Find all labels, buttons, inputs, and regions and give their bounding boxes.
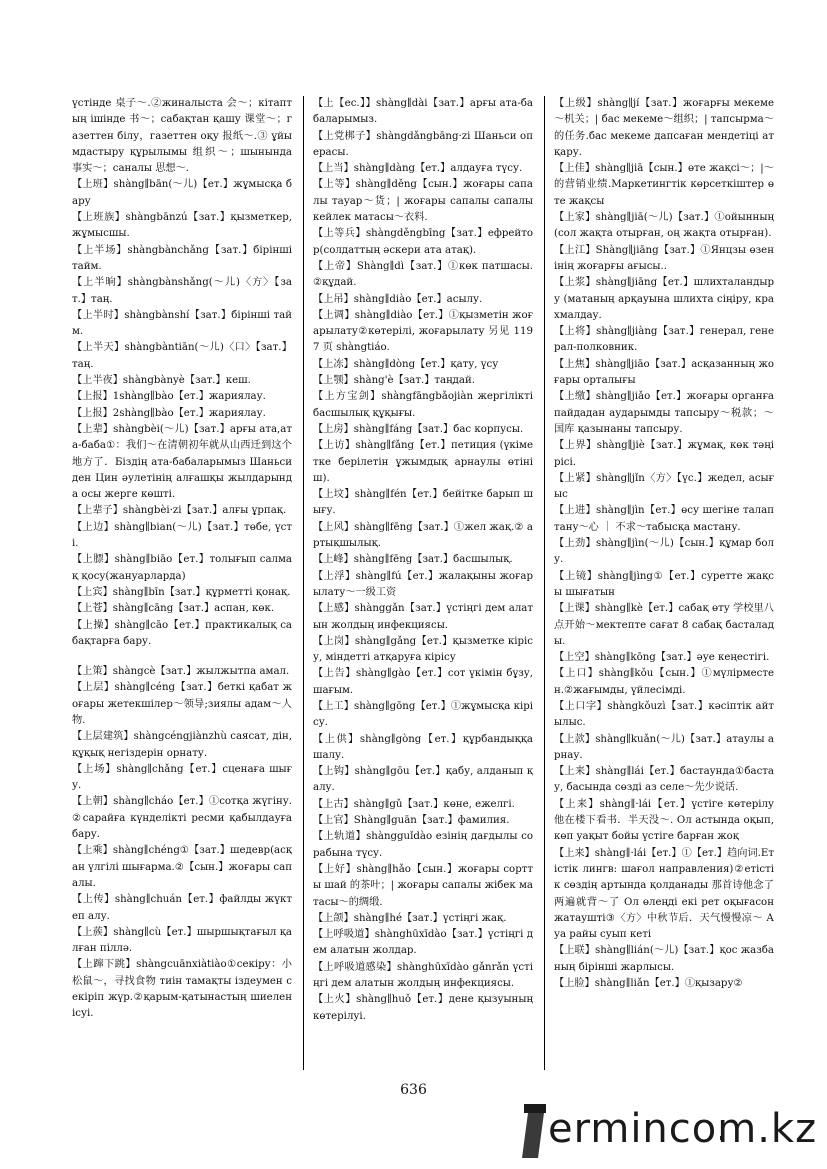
page-number: 636 — [400, 1082, 427, 1098]
dictionary-entry: 【上岗】shàng∥gǎng【ет.】қызметке кірісу, міндетті атқаруға кірісу — [313, 635, 533, 664]
dictionary-entry: 【上联】shàng∥lián(～儿)【зат.】қос жазбаның бірінші жарлысы. — [554, 945, 774, 973]
dictionary-entry: 【上告】shàng∥gào【ет.】сот үкімін бұзу, шағым. — [313, 668, 533, 696]
dictionary-entry: 【上颌】shàng∥hé【зат.】үстіңгі жақ. — [313, 912, 507, 924]
dictionary-entry: 【上江】Shàng∥jiāng【зат.】①Янцзы өзенінің жоғарғы ағысы.. — [554, 244, 774, 272]
dictionary-entry: 【上膘】shàng∥biāo【ет.】толығып салмақ қосу(жануарларда) — [72, 554, 292, 582]
dictionary-entry: 【上级】shàng∥jí【зат.】жоғарғы мекеме～机关；| бас мекеме～组织；| тапсырма～的任务.бас мекеме дапсаған мендетіці атқару. — [554, 98, 774, 158]
dictionary-entry: 【上官】Shàng∥guān【зат.】фамилия. — [313, 815, 510, 827]
dictionary-entry: 【上款】shàng∥kuǎn(～儿)【зат.】атаулы арнау. — [554, 733, 774, 761]
column-divider — [544, 96, 545, 1070]
dictionary-entry: 【上层】shàng∥céng【зат.】беткі қабат жоғары жетекшілер～领导;зиялы адам～人物. — [72, 682, 292, 726]
column-2 — [313, 96, 533, 1076]
dictionary-entry: 【上来】shàng∥lái【ет.】бастаунда①бастау, басында сөзді аз селе～先少说话. — [554, 766, 774, 794]
dictionary-entry: 【上报】1shàng∥bào【ет.】жариялау. — [72, 391, 266, 403]
dictionary-entry: 【上吊】shàng∥diào【ет.】асылу. — [313, 293, 483, 305]
terminkom-logo — [520, 1098, 818, 1160]
dictionary-entry: 【上辈子】shàngbèi·zi【зат.】алғы ұрпақ. — [72, 505, 287, 517]
column-3 — [554, 96, 774, 1076]
dictionary-entry: 【上层建筑】shàngcéngjiànzhù саясат, дін, құқық негіздерін орнату. — [72, 731, 292, 759]
dictionary-entry: 【上房】shàng∥fáng【зат.】бас корпусы. — [313, 423, 524, 435]
dictionary-entry: 【上界】shàng∥jiè【зат.】жұмақ, көк тәңірісі. — [554, 440, 774, 468]
dictionary-entry: 【上半天】shàngbàntiān(～儿)〈口〉【зат.】таң. — [72, 342, 292, 370]
dictionary-entry: 【上口】shàng∥kǒu【сын.】①мүлірместен.②жағымды, үйлесімді. — [554, 668, 774, 696]
dictionary-entry: 【上缴】shàng∥jiǎo【ет.】жоғары органға пайдадан аударымды тапсыру～税款；～国库 қазынаны тапсыру. — [554, 391, 774, 435]
dictionary-entry: 【上半时】shàngbànshí【зат.】бірінші тайм. — [72, 309, 292, 338]
dictionary-entry: 【上感】shànggǎn【зат.】үстіңгі дем алатын жолдың инфекциясы. — [313, 603, 533, 631]
dictionary-entry: 【上将】shàng∥jiàng【зат.】генерал, генерал-полковник. — [554, 326, 774, 354]
dictionary-entry: 【上镜】shàng∥jìng①【ет.】суретте жақсы шығатын — [554, 570, 774, 598]
column-divider — [303, 96, 304, 1070]
dictionary-entry: 【上操】shàng∥cāo【ет.】практикалық сабақтарға бару. — [72, 619, 292, 647]
dictionary-entry: 【上呼吸道感染】shànghūxīdào gǎnrǎn үстіңгі дем алатын жолдың инфекциясы. — [313, 961, 533, 990]
dictionary-entry: 【上劲】shàng∥jìn(～儿)【сын.】құмар болу. — [554, 538, 774, 566]
dictionary-entry: 【上等兵】shàngděngbīng【зат.】ефрейтор(солдаттың әскери ата атақ). — [313, 228, 533, 256]
dictionary-entry: 【上脸】shàng∥liǎn【ет.】①қызару② — [554, 978, 743, 990]
dictionary-entry: 【上调】shàng∥diào【ет.】①қызметін жоғарылату②көтерілі, жоғарылату 另见 1197 页 shàngtiáo. — [313, 309, 533, 354]
dictionary-entry: 【上策】shàngcè【зат.】жылжытпа амал. — [72, 666, 290, 678]
dictionary-entry: 【上空】shàng∥kōng【зат.】әуе кеңестігі. — [554, 652, 770, 664]
dictionary-entry: 【上场】shàng∥chǎng【ет.】сценаға шығу. — [72, 763, 292, 792]
dictionary-entry: 【上轨道】shàngguǐdào езінің дағдылы сорабына түсу. — [313, 831, 533, 859]
dictionary-entry: 【上报】2shàng∥bào【ет.】жариялау. — [72, 407, 266, 419]
dictionary-entry: 【上风】shàng∥fēng【зат.】①жел жақ.② артықшылық. — [313, 521, 533, 550]
dictionary-entry: 【上冻】shàng∥dòng【ет.】қату, үсу — [313, 358, 499, 370]
column-1 — [72, 96, 292, 1076]
dictionary-entry: 【上访】shàng∥fǎng【ет.】петиция (үкіметке берілетін ұжымдық арнаулы өтініш). — [313, 440, 533, 484]
dictionary-entry: 【上供】shàng∥gòng【ет.】құрбандыққа шалу. — [313, 733, 533, 761]
dictionary-entry: 【上佳】shàng∥jiā【сын.】өте жақсі～；|～的营销业绩.Маркетингтік көрсеткіштер өте жақсы — [554, 163, 774, 207]
dictionary-entry: 【上进】shàng∥jìn【ет.】өсу шегіне талаптану～心 ｜ 不求～табысқа мастану. — [554, 505, 774, 533]
logo-text: ermincom.kz — [548, 1106, 818, 1152]
dictionary-entry: 【上呼吸道】shànghūxīdào【зат.】үстіңгі дем алатын жолдар. — [313, 929, 533, 957]
dictionary-entry: 【上方宝剑】shàngfāngbǎojiàn жергілікті басшылық құқығы. — [313, 391, 533, 419]
dictionary-page — [72, 96, 772, 1076]
dictionary-entry: 【上古】shàng∥gǔ【зат.】көне, ежелгі. — [313, 798, 515, 810]
dictionary-entry: 【上来】shàng∥·lái【ет.】①【ет.】趋向词.Етістік лингв: шағол направления)②етістік сөздің артында қолданады 那首诗他念了两遍就背～了 Ол өлеңді екі рет оқығасон жатаушті③〈方〉中秋节后．天气慢慢凉～ Ауа райы суып кеті — [554, 847, 774, 941]
dictionary-entry: 【上宾】shàng∥bīn【зат.】құрметті қонақ. — [72, 586, 291, 598]
dictionary-entry: 【上浮】shàng∥fú【ет.】жалақыны жоғарылату～一级工资 — [313, 570, 533, 598]
dictionary-entry: 【上帝】Shàng∥dì【зат.】①көк патшасы.②құдай. — [313, 260, 533, 289]
dictionary-entry: 【上半夜】shàngbànyè【зат.】кеш. — [72, 375, 251, 387]
dictionary-entry: 【上蔟】shàng∥cù【ет.】шыршықтағыл қалған піллә. — [72, 926, 292, 955]
dictionary-entry: 【上焦】shàng∥jiāo【зат.】асқазанның жоғары орталығы — [554, 358, 774, 387]
dictionary-entry: 【上钩】shàng∥gōu【ет.】қабу, алданып қалу. — [313, 766, 533, 794]
dictionary-entry: 【上半场】shàngbànchǎng【зат.】бірінші тайм. — [72, 244, 292, 272]
dictionary-entry: 【上蹿下跳】shàngcuānxiàtiào①секіру：小松鼠～，寻找食物 тиін тамақты іздеумен секіріп жүр.②қарым-қатынастың шиеленісуі. — [72, 959, 292, 1020]
dictionary-entry: 【上峰】shàng∥fēng【зат.】басшылық. — [313, 554, 513, 566]
dictionary-entry: 【上浆】shàng∥jiāng【ет.】шлихталандыру (матаның арқауына шлихта сіңіру, крахмалдау. — [554, 277, 774, 321]
dictionary-entry: 【上等】shàng∥děng【сын.】жоғары сапалы тауар～货；| жоғары сапалы сапалы кейлек матасы～衣料. — [313, 179, 533, 224]
dictionary-entry: 【上乘】shàng∥chéng①【зат.】шедевр(асқан үлгілі шығарма.②【сын.】жоғары сапалы. — [72, 845, 292, 889]
dictionary-entry: 【上党梆子】shàngdǎngbāng·zi Шаньси операсы. — [313, 130, 533, 158]
dictionary-entry: 【上好】shàng∥hǎo【сын.】жоғары сортты шай 的茶叶；| жоғары сапалы жібек матасы～的绸缎. — [313, 863, 533, 908]
dictionary-entry: 【上颚】shàng'è【зат.】таңдай. — [313, 375, 476, 387]
dictionary-entry: 【上班】shàng∥bān(～儿)【ет.】жұмысқа бару — [72, 179, 292, 207]
dictionary-entry: 【上半晌】shàngbànshǎng(～儿)〈方〉【зат.】таң. — [72, 277, 292, 305]
dictionary-entry: 【上来】shàng∥·lái【ет.】үстіге көтерілу 他在楼下看书．半天没～. Ол астында оқып, көп уақыт бойы үстіге барған жоқ — [554, 798, 774, 843]
dictionary-entry: 【上传】shàng∥chuán【ет.】файлды жүктеп алу. — [72, 894, 292, 922]
dictionary-entry: 【上火】shàng∥huǒ【ет.】дене қызуының көтерілуі. — [313, 994, 533, 1022]
dictionary-entry: 【上朝】shàng∥cháo【ет.】①сотқа жүгіну.②сарайға күнделікті ресми қабылдауға бару. — [72, 796, 292, 841]
dictionary-entry: 【上边】shàng∥bian(～儿)【зат.】төбе, үсті. — [72, 521, 292, 550]
dictionary-entry: 【上当】shàng∥dàng【ет.】алдауға түсу. — [313, 163, 523, 175]
dictionary-entry: 【上家】shàng∥jiā(～儿)【зат.】①ойынның(сол жақта отырған, оң жақта отырған). — [554, 212, 774, 240]
dictionary-entry: 【上口字】shàngkǒuzì【зат.】кәсіптік айтылыс. — [554, 700, 774, 729]
dictionary-entry: 【上辈】shàngbèi(～儿)【зат.】арғы ата,ата-баба①：我们～在清朝初年就从山西迁到这个地方了．Біздің ата-бабаларымыз Шаньсиден Цин әулетінің алғашқы жылдарында осы жерге көшті. — [72, 423, 292, 501]
dictionary-entry: 【上课】shàng∥kè【ет.】сабақ өту 学校里八点开始～мектепте сағат 8 сабақ басталады. — [554, 603, 774, 647]
dictionary-entry: 【上班族】shàngbānzú【зат.】қызметкер, жұмысшы. — [72, 212, 292, 240]
dictionary-entry: үстінде 桌子～.②жиналыста 会～；кітаптың ішінде 书～；сабақтан қашу 课堂～；газеттен білу，газеттен оқу 报纸～.③ ұйымдастыру құрылымы 组织～；шынында 事实～；саналы 思想～. — [72, 98, 292, 175]
dictionary-entry: 【上紧】shàng∥jǐn〈方〉【үс.】жедел, асығыс — [554, 472, 774, 501]
dictionary-entry: 【上坟】shàng∥fén【ет.】бейітке барып шығу. — [313, 489, 533, 517]
dictionary-entry: 【上【ес.】】shàng∥dài【зат.】арғы ата-бабаларымыз. — [313, 98, 533, 126]
dictionary-entry: 【上苍】shàng∥cāng【зат.】аспан, көк. — [72, 603, 275, 615]
dictionary-entry: 【上工】shàng∥gōng【ет.】①жұмысқа кірісу. — [313, 700, 533, 729]
